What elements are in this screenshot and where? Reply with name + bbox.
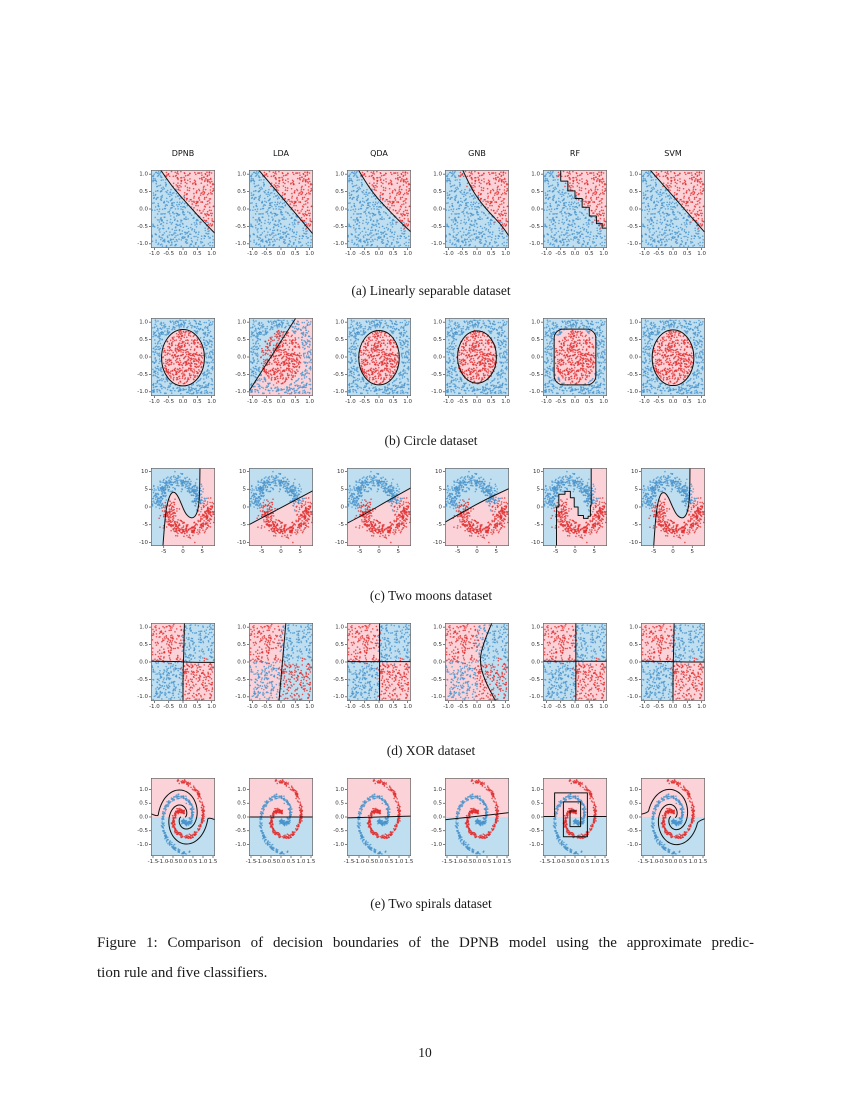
subcaption-e: (e) Two spirals dataset	[370, 896, 492, 911]
subplot-d-gnb	[431, 623, 529, 710]
subplot-d-lda	[235, 623, 333, 710]
scatter-plot-canvas	[137, 170, 219, 257]
subplot-c-dpnb	[137, 468, 235, 555]
scatter-plot-canvas	[137, 468, 219, 555]
classifier-label: SVM	[664, 149, 682, 158]
scatter-plot-canvas	[627, 468, 709, 555]
subplot-d-rf	[529, 623, 627, 710]
scatter-plot-canvas	[137, 623, 219, 710]
figure-caption-line2: tion rule and five classifiers.	[97, 965, 268, 981]
scatter-plot-canvas	[627, 318, 709, 405]
scatter-plot-canvas	[627, 623, 709, 710]
classifier-label: RF	[569, 149, 581, 158]
page-number: 10	[418, 1045, 432, 1060]
scatter-plot-canvas	[627, 778, 709, 865]
scatter-plot-canvas	[529, 170, 611, 257]
subcaption-a: (a) Linearly separable dataset	[351, 283, 511, 298]
scatter-plot-canvas	[529, 623, 611, 710]
plot-row-xor	[137, 623, 725, 710]
col-title-dpnb	[137, 149, 235, 158]
subplot-b-rf	[529, 318, 627, 405]
subcaption-b: (b) Circle dataset	[384, 433, 478, 448]
plot-row-two-moons	[137, 468, 725, 555]
subplot-d-svm	[627, 623, 725, 710]
scatter-plot-canvas	[235, 318, 317, 405]
scatter-plot-canvas	[333, 778, 415, 865]
subplot-a-dpnb	[137, 170, 235, 257]
classifier-label: QDA	[370, 149, 388, 158]
scatter-plot-canvas	[333, 170, 415, 257]
subplot-b-qda	[333, 318, 431, 405]
scatter-plot-canvas	[235, 170, 317, 257]
scatter-plot-canvas	[333, 318, 415, 405]
classifier-label: DPNB	[171, 149, 195, 158]
subplot-d-qda	[333, 623, 431, 710]
scatter-plot-canvas	[529, 468, 611, 555]
subplot-c-qda	[333, 468, 431, 555]
col-title-rf	[529, 149, 627, 158]
subplot-a-gnb	[431, 170, 529, 257]
scatter-plot-canvas	[137, 318, 219, 405]
scatter-plot-canvas	[235, 623, 317, 710]
figure-caption	[97, 928, 754, 988]
figure-caption-line1: Figure 1: Comparison of decision boundaries of the DPNB model using the approximate predic-	[97, 935, 754, 951]
classifier-label: GNB	[468, 149, 486, 158]
subcaption-d: (d) XOR dataset	[386, 743, 476, 758]
subplot-b-gnb	[431, 318, 529, 405]
subplot-e-gnb	[431, 778, 529, 865]
subplot-e-rf	[529, 778, 627, 865]
subplot-e-svm	[627, 778, 725, 865]
subplot-d-dpnb	[137, 623, 235, 710]
scatter-plot-canvas	[431, 318, 513, 405]
scatter-plot-canvas	[529, 318, 611, 405]
scatter-plot-canvas	[137, 778, 219, 865]
subplot-c-rf	[529, 468, 627, 555]
subplot-c-svm	[627, 468, 725, 555]
subplot-e-dpnb	[137, 778, 235, 865]
col-title-gnb	[431, 149, 529, 158]
plot-row-circle	[137, 318, 725, 405]
scatter-plot-canvas	[333, 623, 415, 710]
scatter-plot-canvas	[235, 468, 317, 555]
scatter-plot-canvas	[627, 170, 709, 257]
subplot-c-lda	[235, 468, 333, 555]
plot-row-two-spirals	[137, 778, 725, 865]
subplot-a-svm	[627, 170, 725, 257]
subplot-e-lda	[235, 778, 333, 865]
scatter-plot-canvas	[431, 170, 513, 257]
subplot-b-lda	[235, 318, 333, 405]
col-title-svm	[627, 149, 725, 158]
subplot-c-gnb	[431, 468, 529, 555]
scatter-plot-canvas	[529, 778, 611, 865]
subplot-b-svm	[627, 318, 725, 405]
col-title-lda	[235, 149, 333, 158]
scatter-plot-canvas	[431, 623, 513, 710]
subcaption-c: (c) Two moons dataset	[369, 588, 493, 603]
subplot-a-rf	[529, 170, 627, 257]
subplot-a-qda	[333, 170, 431, 257]
subplot-a-lda	[235, 170, 333, 257]
plot-row-linearly-separable	[137, 170, 725, 257]
scatter-plot-canvas	[431, 778, 513, 865]
scatter-plot-canvas	[431, 468, 513, 555]
scatter-plot-canvas	[333, 468, 415, 555]
classifier-titles-row	[137, 149, 725, 158]
classifier-label: LDA	[273, 149, 289, 158]
scatter-plot-canvas	[235, 778, 317, 865]
subplot-b-dpnb	[137, 318, 235, 405]
col-title-qda	[333, 149, 431, 158]
subplot-e-qda	[333, 778, 431, 865]
